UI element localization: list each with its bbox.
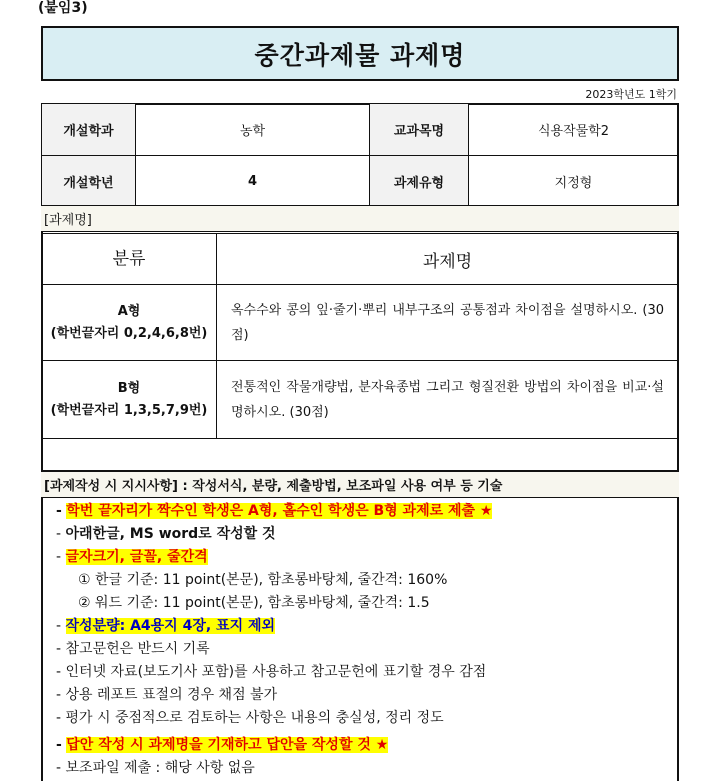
list-item <box>56 734 676 757</box>
task-section-header: [과제명] <box>41 205 679 232</box>
list-item <box>56 569 676 592</box>
item-text: 아래한글, MS word로 작성할 것 <box>65 526 276 542</box>
bullet: - <box>56 760 62 776</box>
task-row-a-category <box>42 285 217 361</box>
dept-label: 개설학과 <box>42 104 136 156</box>
subject-label: 교과목명 <box>370 104 469 156</box>
item-text: 워드 기준: 11 point(본문), 함초롱바탕체, 줄간격: 1.5 <box>95 595 430 611</box>
item-text: 평가 시 중점적으로 검토하는 사항은 내용의 충실성, 정리 정도 <box>65 710 444 726</box>
list-item <box>56 615 676 638</box>
item-text: 답안 작성 시 과제명을 기재하고 답안을 작성할 것 ★ <box>66 737 389 753</box>
course-info-table <box>41 103 679 208</box>
task-table <box>41 233 679 439</box>
item-text: 한글 기준: 11 point(본문), 함초롱바탕체, 줄간격: 160% <box>95 572 448 588</box>
list-item <box>56 500 676 523</box>
task-row-b-category <box>42 361 217 439</box>
item-text: 상용 레포트 표절의 경우 채점 불가 <box>65 687 278 703</box>
instructions-header: [과제작성 시 지시사항] : 작성서식, 분량, 제출방법, 보조파일 사용 여부 등 기술 <box>41 471 679 498</box>
bullet: - <box>56 687 62 703</box>
list-item <box>56 592 676 615</box>
list-item <box>56 757 676 780</box>
subject-value: 식용작물학2 <box>469 104 679 156</box>
bullet: - <box>56 710 62 726</box>
type-label: 과제유형 <box>370 156 469 208</box>
dept-value: 농학 <box>136 104 370 156</box>
semester-label: 2023학년도 1학기 <box>585 88 677 101</box>
list-item <box>56 684 676 707</box>
attachment-label: (붙임3) <box>38 0 88 16</box>
category-name: A형 <box>117 303 141 319</box>
item-text: 인터넷 자료(보도기사 포함)를 사용하고 참고문헌에 표기할 경우 감점 <box>65 664 487 680</box>
bullet: - <box>56 664 62 680</box>
grade-label: 개설학년 <box>42 156 136 208</box>
bullet: - <box>56 737 62 753</box>
bullet: - <box>56 503 62 519</box>
item-text: 보조파일 제출 : 해당 사항 없음 <box>65 760 255 776</box>
grade-value: 4 <box>136 156 370 208</box>
category-condition: (학번끝자리 0,2,4,6,8번) <box>50 325 208 341</box>
list-item <box>56 546 676 569</box>
page-title: 중간과제물 과제명 <box>41 26 679 81</box>
type-value: 지정형 <box>469 156 679 208</box>
bullet: ② <box>78 595 91 611</box>
category-header: 분류 <box>42 234 217 285</box>
list-item <box>56 638 676 661</box>
bullet: ① <box>78 572 91 588</box>
task-header: 과제명 <box>217 234 679 285</box>
category-condition: (학번끝자리 1,3,5,7,9번) <box>50 402 208 418</box>
item-text: 학번 끝자리가 짝수인 학생은 A형, 홀수인 학생은 B형 과제로 제출 ★ <box>66 503 493 519</box>
list-item <box>56 661 676 684</box>
bullet: - <box>56 549 62 565</box>
item-text: 참고문헌은 반드시 기록 <box>65 641 210 657</box>
task-row-a-description: 옥수수와 콩의 잎·줄기·뿌리 내부구조의 공통점과 차이점을 설명하시오. (30점) <box>217 285 679 361</box>
list-item <box>56 523 676 546</box>
item-text: 글자크기, 글꼴, 줄간격 <box>65 549 208 565</box>
spacer-row <box>41 437 679 471</box>
instructions-list <box>56 500 676 780</box>
item-text: 작성분량: A4용지 4장, 표지 제외 <box>65 618 276 634</box>
category-name: B형 <box>117 380 141 396</box>
bullet: - <box>56 526 62 542</box>
bullet: - <box>56 618 62 634</box>
task-row-b-description: 전통적인 작물개량법, 분자육종법 그리고 형질전환 방법의 차이점을 비교·설명하시오. (30점) <box>217 361 679 439</box>
list-item <box>56 707 676 730</box>
bullet: - <box>56 641 62 657</box>
